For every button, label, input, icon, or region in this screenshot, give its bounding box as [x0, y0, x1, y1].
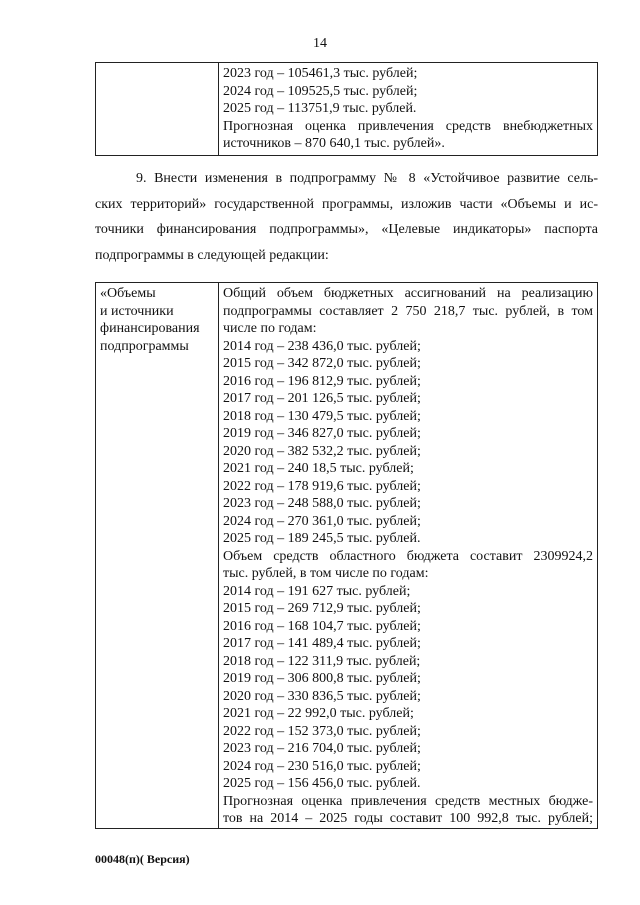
table-value-cell: [219, 63, 598, 156]
table-line: 2023 год – 105461,3 тыс. рублей;: [223, 66, 418, 81]
table-line: 2020 год – 382 532,2 тыс. рублей;: [223, 443, 421, 459]
table-line: 2020 год – 330 836,5 тыс. рублей;: [223, 688, 421, 704]
table-line: 2016 год – 168 104,7 тыс. рублей;: [223, 618, 421, 634]
amendment-paragraph: [95, 166, 598, 268]
table-line: 2019 год – 306 800,8 тыс. рублей;: [223, 671, 421, 686]
table-line: 2022 год – 152 373,0 тыс. рублей;: [223, 723, 421, 739]
funding-volumes-table: [95, 282, 598, 829]
table-line: 2014 год – 191 627 тыс. рублей;: [223, 583, 411, 599]
label-line: «Объемы: [100, 286, 156, 301]
table-label-cell: [96, 63, 219, 156]
table-line: 2019 год – 346 827,0 тыс. рублей;: [223, 426, 421, 441]
table-line: 2024 год – 109525,5 тыс. рублей;: [223, 83, 418, 99]
table-line: 2017 год – 141 489,4 тыс. рублей;: [223, 636, 421, 651]
label-line: подпрограммы: [100, 338, 189, 354]
table-line: 2016 год – 196 812,9 тыс. рублей;: [223, 373, 421, 389]
table-line: 2022 год – 178 919,6 тыс. рублей;: [223, 478, 421, 494]
document-footer: 00048(п)( Версия): [95, 852, 190, 866]
table-line: 2021 год – 22 992,0 тыс. рублей;: [223, 706, 414, 721]
table-line: 2021 год – 240 18,5 тыс. рублей;: [223, 461, 414, 476]
table-line: тов на 2014 – 2025 годы составит 100 992,8 тыс. рублей;: [223, 811, 593, 826]
table-line: 2023 год – 248 588,0 тыс. рублей;: [223, 496, 421, 511]
table-line: 2018 год – 130 479,5 тыс. рублей;: [223, 408, 421, 424]
table-line: 2025 год – 156 456,0 тыс. рублей.: [223, 776, 421, 791]
table-line: 2024 год – 230 516,0 тыс. рублей;: [223, 758, 421, 774]
table-line: 2015 год – 269 712,9 тыс. рублей;: [223, 601, 421, 616]
table-line: 2023 год – 216 704,0 тыс. рублей;: [223, 741, 421, 756]
paragraph-line: ских территорий» государственной программы, изложив части «Объемы и ис-: [95, 196, 598, 212]
table-line: числе по годам:: [223, 321, 317, 336]
table-line: 2024 год – 270 361,0 тыс. рублей;: [223, 513, 421, 529]
page-number: 14: [313, 36, 327, 51]
paragraph-line: подпрограммы в следующей редакции:: [95, 247, 329, 263]
table-label-cell: [96, 283, 219, 829]
paragraph-line: 9. Внести изменения в подпрограмму № 8 «Устойчивое развитие сель-: [136, 171, 598, 186]
table-line: источников – 870 640,1 тыс. рублей».: [223, 136, 445, 151]
table-line: 2015 год – 342 872,0 тыс. рублей;: [223, 356, 421, 371]
table-line: Прогнозная оценка привлечения средств местных бюдже-: [223, 793, 593, 809]
table-line: 2025 год – 113751,9 тыс. рублей.: [223, 101, 417, 116]
table-line: тыс. рублей, в том числе по годам:: [223, 566, 429, 581]
table-line: 2018 год – 122 311,9 тыс. рублей;: [223, 653, 421, 669]
table-value-cell: [219, 283, 598, 829]
table-row: [96, 283, 598, 829]
table-line: подпрограммы составляет 2 750 218,7 тыс. рублей, в том: [223, 303, 593, 319]
table-line: 2017 год – 201 126,5 тыс. рублей;: [223, 391, 421, 406]
funding-table-continuation: [95, 62, 598, 156]
table-line: Объем средств областного бюджета составит 2309924,2: [223, 548, 593, 564]
table-row: [96, 63, 598, 156]
table-line: 2014 год – 238 436,0 тыс. рублей;: [223, 338, 421, 354]
paragraph-line: точники финансирования подпрограммы», «Целевые индикаторы» паспорта: [95, 222, 598, 237]
table-line: Общий объем бюджетных ассигнований на реализацию: [223, 286, 593, 301]
table-line: 2025 год – 189 245,5 тыс. рублей.: [223, 531, 421, 546]
label-line: и источники: [100, 303, 174, 319]
table-line: Прогнозная оценка привлечения средств внебюджетных: [223, 118, 593, 134]
label-line: финансирования: [100, 321, 200, 336]
